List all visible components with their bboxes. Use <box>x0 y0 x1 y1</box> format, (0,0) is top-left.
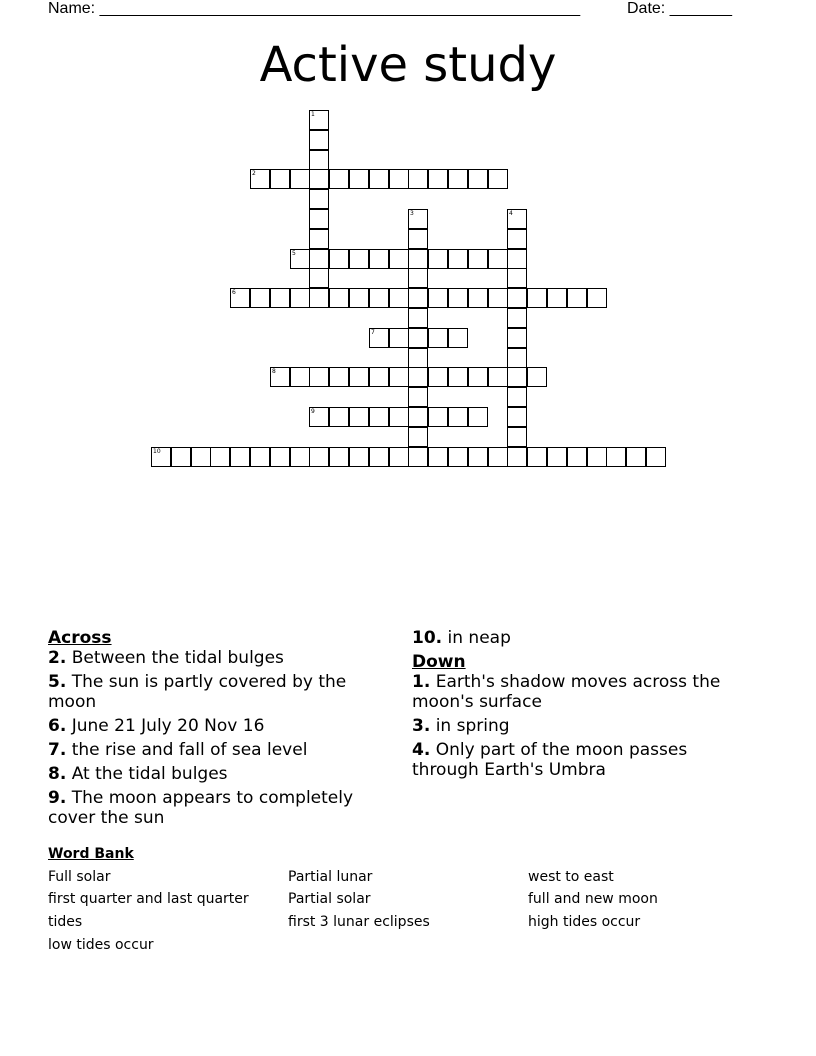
crossword-cell[interactable] <box>507 348 527 368</box>
cell-number: 10 <box>153 448 161 455</box>
crossword-cell[interactable] <box>468 447 488 467</box>
crossword-cell[interactable] <box>408 367 428 387</box>
crossword-cell[interactable] <box>507 367 527 387</box>
crossword-cell[interactable] <box>309 130 329 150</box>
crossword-cell[interactable] <box>191 447 211 467</box>
crossword-cell[interactable] <box>389 328 409 348</box>
crossword-cell[interactable] <box>250 169 270 189</box>
name-field[interactable]: Name: ______________________________________________________ <box>48 0 581 17</box>
crossword-cell[interactable] <box>448 249 468 269</box>
crossword-cell[interactable] <box>567 447 587 467</box>
crossword-cell[interactable] <box>408 348 428 368</box>
crossword-cell[interactable] <box>507 249 527 269</box>
crossword-cell[interactable] <box>507 268 527 288</box>
cell-number: 7 <box>371 329 375 336</box>
crossword-cell[interactable] <box>250 447 270 467</box>
crossword-cell[interactable] <box>428 249 448 269</box>
clue-across-10: 10. in neap <box>412 628 511 648</box>
crossword-cell[interactable] <box>507 447 527 467</box>
crossword-cell[interactable] <box>448 407 468 427</box>
crossword-cell[interactable] <box>290 288 310 308</box>
crossword-cell[interactable] <box>329 407 349 427</box>
crossword-cell[interactable] <box>230 288 250 308</box>
crossword-cell[interactable] <box>408 268 428 288</box>
word-bank-item: Partial solar <box>288 891 371 907</box>
crossword-cell[interactable] <box>507 387 527 407</box>
word-bank-title: Word Bank <box>48 846 134 862</box>
crossword-cell[interactable] <box>448 169 468 189</box>
cell-number: 3 <box>410 210 414 217</box>
crossword-cell[interactable] <box>408 169 428 189</box>
word-bank-item: Partial lunar <box>288 869 373 885</box>
across-heading: Across <box>48 628 112 648</box>
cell-number: 4 <box>509 210 513 217</box>
down-heading: Down <box>412 652 466 672</box>
crossword-cell[interactable] <box>606 447 626 467</box>
crossword-cell[interactable] <box>270 447 290 467</box>
crossword-cell[interactable] <box>527 367 547 387</box>
crossword-cell[interactable] <box>488 447 508 467</box>
crossword-cell[interactable] <box>329 367 349 387</box>
crossword-cell[interactable] <box>428 447 448 467</box>
clue-down-3: 3. in spring <box>412 716 510 736</box>
word-bank-item: first quarter and last quarter <box>48 891 249 907</box>
crossword-cell[interactable] <box>408 427 428 447</box>
crossword-cell[interactable] <box>448 447 468 467</box>
clue-across-8: 8. At the tidal bulges <box>48 764 228 784</box>
crossword-cell[interactable] <box>329 447 349 467</box>
crossword-cell[interactable] <box>309 189 329 209</box>
word-bank-item: west to east <box>528 869 614 885</box>
crossword-cell[interactable] <box>468 367 488 387</box>
crossword-cell[interactable] <box>468 407 488 427</box>
crossword-cell[interactable] <box>369 407 389 427</box>
crossword-cell[interactable] <box>270 169 290 189</box>
crossword-cell[interactable] <box>547 288 567 308</box>
crossword-cell[interactable] <box>349 288 369 308</box>
crossword-cell[interactable] <box>329 169 349 189</box>
crossword-cell[interactable] <box>309 110 329 130</box>
crossword-cell[interactable] <box>230 447 250 467</box>
crossword-cell[interactable] <box>527 447 547 467</box>
crossword-cell[interactable] <box>428 169 448 189</box>
crossword-cell[interactable] <box>428 288 448 308</box>
crossword-cell[interactable] <box>309 268 329 288</box>
crossword-cell[interactable] <box>646 447 666 467</box>
crossword-cell[interactable] <box>349 249 369 269</box>
crossword-cell[interactable] <box>547 447 567 467</box>
clue-across-6: 6. June 21 July 20 Nov 16 <box>48 716 265 736</box>
crossword-cell[interactable] <box>408 229 428 249</box>
crossword-cell[interactable] <box>507 427 527 447</box>
crossword-cell[interactable] <box>329 249 349 269</box>
crossword-cell[interactable] <box>428 407 448 427</box>
clue-across-5: 5. The sun is partly covered by the moon <box>48 672 347 712</box>
crossword-cell[interactable] <box>488 288 508 308</box>
crossword-cell[interactable] <box>349 169 369 189</box>
crossword-cell[interactable] <box>349 447 369 467</box>
clue-across-7: 7. the rise and fall of sea level <box>48 740 308 760</box>
cell-number: 5 <box>292 250 296 257</box>
crossword-cell[interactable] <box>507 288 527 308</box>
crossword-cell[interactable] <box>468 249 488 269</box>
crossword-cell[interactable] <box>468 169 488 189</box>
word-bank-item: tides <box>48 914 83 930</box>
crossword-cell[interactable] <box>507 328 527 348</box>
crossword-cell[interactable] <box>309 407 329 427</box>
clues-right-column <box>412 628 752 784</box>
crossword-cell[interactable] <box>309 249 329 269</box>
crossword-cell[interactable] <box>448 288 468 308</box>
crossword-cell[interactable] <box>428 367 448 387</box>
crossword-cell[interactable] <box>408 288 428 308</box>
crossword-cell[interactable] <box>408 249 428 269</box>
crossword-cell[interactable] <box>309 288 329 308</box>
crossword-cell[interactable] <box>309 209 329 229</box>
crossword-cell[interactable] <box>408 407 428 427</box>
crossword-cell[interactable] <box>389 447 409 467</box>
crossword-cell[interactable] <box>290 447 310 467</box>
crossword-cell[interactable] <box>369 288 389 308</box>
crossword-cell[interactable] <box>587 288 607 308</box>
word-bank-item: high tides occur <box>528 914 641 930</box>
crossword-cell[interactable] <box>428 328 448 348</box>
cell-number: 9 <box>311 408 315 415</box>
crossword-cell[interactable] <box>408 447 428 467</box>
crossword-cell[interactable] <box>309 150 329 170</box>
word-bank-item: Full solar <box>48 869 111 885</box>
crossword-cell[interactable] <box>290 367 310 387</box>
page-title: Active study <box>259 37 557 93</box>
crossword-cell[interactable] <box>389 407 409 427</box>
cell-number: 6 <box>232 289 236 296</box>
crossword-cell[interactable] <box>309 169 329 189</box>
crossword-cell[interactable] <box>389 249 409 269</box>
clue-down-1: 1. Earth's shadow moves across the moon's surface <box>412 672 721 712</box>
crossword-cell[interactable] <box>210 447 230 467</box>
crossword-cell[interactable] <box>408 209 428 229</box>
crossword-cell[interactable] <box>270 367 290 387</box>
crossword-cell[interactable] <box>369 328 389 348</box>
clue-across-2: 2. Between the tidal bulges <box>48 648 284 668</box>
crossword-cell[interactable] <box>270 288 290 308</box>
crossword-cell[interactable] <box>250 288 270 308</box>
crossword-cell[interactable] <box>488 367 508 387</box>
clues-left-column <box>48 628 388 832</box>
crossword-cell[interactable] <box>408 328 428 348</box>
crossword-cell[interactable] <box>507 209 527 229</box>
crossword-grid <box>0 0 816 500</box>
crossword-cell[interactable] <box>329 288 349 308</box>
crossword-cell[interactable] <box>349 367 369 387</box>
crossword-cell[interactable] <box>369 249 389 269</box>
crossword-cell[interactable] <box>290 249 310 269</box>
crossword-cell[interactable] <box>488 249 508 269</box>
crossword-cell[interactable] <box>587 447 607 467</box>
word-bank-item: first 3 lunar eclipses <box>288 914 430 930</box>
crossword-cell[interactable] <box>369 447 389 467</box>
crossword-cell[interactable] <box>408 387 428 407</box>
crossword-cell[interactable] <box>389 169 409 189</box>
crossword-cell[interactable] <box>507 308 527 328</box>
cell-number: 2 <box>252 170 256 177</box>
clue-across-9: 9. The moon appears to completely cover the sun <box>48 788 354 828</box>
clue-down-4: 4. Only part of the moon passes through Earth's Umbra <box>412 740 688 780</box>
crossword-cell[interactable] <box>626 447 646 467</box>
date-field[interactable]: Date: _______ <box>627 0 732 17</box>
crossword-cell[interactable] <box>290 169 310 189</box>
crossword-cell[interactable] <box>408 308 428 328</box>
crossword-cell[interactable] <box>151 447 171 467</box>
word-bank-item: full and new moon <box>528 891 658 907</box>
crossword-cell[interactable] <box>567 288 587 308</box>
crossword-cell[interactable] <box>349 407 369 427</box>
crossword-cell[interactable] <box>389 288 409 308</box>
crossword-cell[interactable] <box>389 367 409 387</box>
crossword-cell[interactable] <box>468 288 488 308</box>
cell-number: 1 <box>311 111 315 118</box>
crossword-cell[interactable] <box>369 169 389 189</box>
word-bank-item: low tides occur <box>48 937 154 953</box>
crossword-cell[interactable] <box>488 169 508 189</box>
crossword-cell[interactable] <box>309 367 329 387</box>
crossword-cell[interactable] <box>309 229 329 249</box>
crossword-cell[interactable] <box>507 229 527 249</box>
crossword-cell[interactable] <box>527 288 547 308</box>
crossword-cell[interactable] <box>448 328 468 348</box>
crossword-cell[interactable] <box>309 447 329 467</box>
crossword-cell[interactable] <box>507 407 527 427</box>
cell-number: 8 <box>272 368 276 375</box>
crossword-cell[interactable] <box>171 447 191 467</box>
crossword-cell[interactable] <box>369 367 389 387</box>
crossword-cell[interactable] <box>448 367 468 387</box>
